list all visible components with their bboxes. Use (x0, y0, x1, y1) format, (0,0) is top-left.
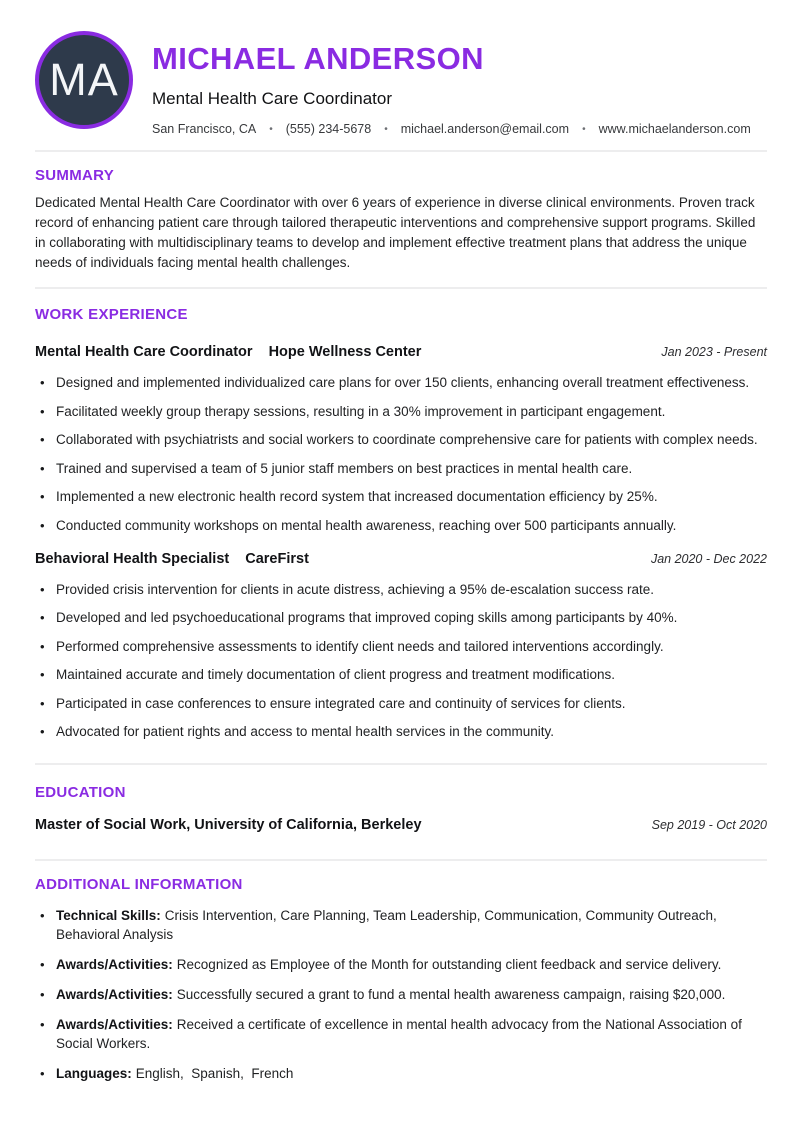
job-title: Behavioral Health Specialist (35, 550, 230, 567)
additional-item-label: Languages: (56, 1066, 132, 1081)
education-heading: EDUCATION (35, 784, 126, 801)
contact-row (152, 122, 751, 137)
education-divider (35, 859, 767, 861)
avatar (35, 31, 133, 129)
additional-item-text: Recognized as Employee of the Month for outstanding client feedback and service delivery. (176, 957, 722, 972)
education-section (35, 784, 767, 833)
candidate-name: MICHAEL ANDERSON (152, 41, 484, 76)
job-bullet-list (35, 580, 767, 742)
job-entry (35, 551, 767, 742)
contact-item: (555) 234-5678 (285, 122, 372, 136)
job-dates: Jan 2020 - Dec 2022 (650, 551, 767, 566)
job-title-line (35, 344, 421, 360)
additional-item-label: Awards/Activities: (56, 1017, 173, 1032)
header-text (152, 31, 751, 137)
job-bullet-item: • Performed comprehensive assessments to identify client needs and tailored interventions accordingly. (35, 637, 767, 656)
education-dates: Sep 2019 - Oct 2020 (651, 818, 767, 832)
resume-header (35, 0, 767, 137)
candidate-title: Mental Health Care Coordinator (152, 89, 393, 108)
contact-item: www.michaelanderson.com (598, 122, 751, 136)
job-bullet-item: • Designed and implemented individualized care plans for over 150 clients, enhancing overall treatment effectiveness. (35, 373, 767, 392)
job-bullet-item: • Participated in case conferences to ensure integrated care and continuity of services for clients. (35, 694, 767, 713)
additional-item-label: Awards/Activities: (56, 957, 173, 972)
additional-item-text: Crisis Intervention, Care Planning, Team Leadership, Communication, Community Outreach, Behavioral Analysis (56, 908, 721, 942)
job-entry (35, 344, 767, 535)
additional-item-label: Awards/Activities: (56, 987, 173, 1002)
job-dates: Jan 2023 - Present (661, 345, 767, 359)
contact-item: michael.anderson@email.com (400, 122, 570, 136)
jobs-container (35, 344, 767, 741)
degree-name: Master of Social Work, University of California, Berkeley (35, 817, 422, 833)
work-experience-section (35, 306, 767, 741)
additional-information-heading: ADDITIONAL INFORMATION (35, 876, 243, 893)
contact-separator-dot: • (384, 124, 388, 135)
job-company: Hope Wellness Center (268, 344, 422, 360)
avatar-initials: MA (49, 54, 119, 105)
job-bullet-item: • Implemented a new electronic health record system that increased documentation efficiency by 25%. (35, 487, 767, 506)
summary-heading: SUMMARY (35, 167, 115, 184)
additional-list (35, 906, 767, 1083)
additional-item (35, 985, 767, 1004)
work-experience-heading: WORK EXPERIENCE (35, 306, 188, 323)
additional-item-text: Successfully secured a grant to fund a mental health awareness campaign, raising $20,000. (176, 987, 726, 1002)
summary-divider (35, 287, 767, 289)
job-title: Mental Health Care Coordinator (35, 344, 253, 360)
contact-separator-dot: • (582, 124, 586, 135)
job-bullet-item: • Trained and supervised a team of 5 junior staff members on best practices in mental health care. (35, 459, 767, 478)
job-company: CareFirst (245, 550, 309, 567)
additional-item (35, 1064, 767, 1083)
job-bullet-list (35, 373, 767, 535)
degree-row (35, 817, 767, 833)
job-bullet-item: • Provided crisis intervention for clients in acute distress, achieving a 95% de-escalation success rate. (35, 580, 767, 599)
job-bullet-item: • Facilitated weekly group therapy sessions, resulting in a 30% improvement in participant engagement. (35, 402, 767, 421)
summary-section (35, 167, 767, 273)
summary-text: Dedicated Mental Health Care Coordinator with over 6 years of experience in diverse clinical environments. Proven track record of enhancing patient care through tailored therapeutic interventions and comprehensive support programs. Skilled in collaborating with multidisciplinary teams to develop and implement effective treatment plans that address the unique needs of individuals facing mental health challenges. (35, 195, 756, 270)
additional-item-text: Received a certificate of excellence in mental health advocacy from the National Association of Social Workers. (56, 1017, 746, 1051)
header-divider (35, 150, 767, 152)
job-bullet-item: • Conducted community workshops on mental health awareness, reaching over 500 participants annually. (35, 516, 767, 535)
job-bullet-item: • Maintained accurate and timely documentation of client progress and treatment modifications. (35, 665, 767, 684)
job-header (35, 344, 767, 360)
contact-item: San Francisco, CA (152, 122, 257, 136)
contact-separator-dot: • (269, 124, 273, 135)
additional-item (35, 906, 767, 944)
job-header (35, 551, 767, 567)
additional-item-label: Technical Skills: (56, 908, 161, 923)
work-divider (35, 763, 767, 765)
job-bullet-item: • Advocated for patient rights and access to mental health services in the community. (35, 722, 767, 741)
job-title-line (35, 551, 309, 567)
job-bullet-item: • Developed and led psychoeducational programs that improved coping skills among participants by 40%. (35, 608, 767, 627)
additional-item (35, 1015, 767, 1053)
additional-information-section (35, 876, 767, 1083)
additional-item (35, 955, 767, 974)
job-bullet-item: • Collaborated with psychiatrists and social workers to coordinate comprehensive care for patients with complex needs. (35, 430, 767, 449)
additional-item-text: English, Spanish, French (135, 1066, 294, 1081)
